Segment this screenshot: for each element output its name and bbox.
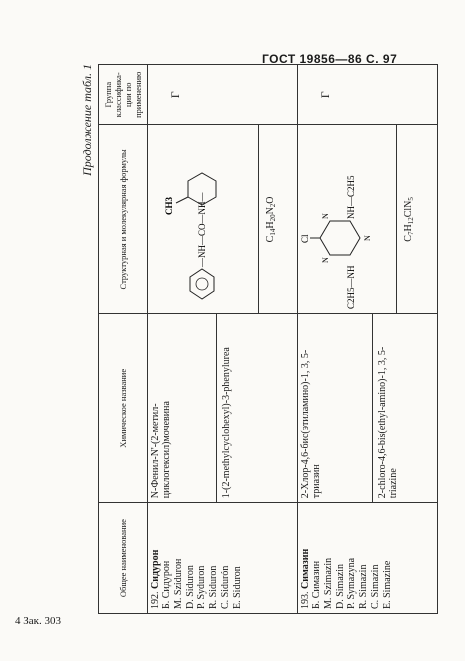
row-number: 192.	[150, 591, 161, 609]
group-cell: Г	[148, 65, 298, 125]
row-title: Сидурон	[150, 549, 161, 589]
synonym: C. Sidurón	[219, 565, 231, 609]
col-group: Группа классифика-ции по применению	[99, 65, 148, 125]
common-name-cell	[298, 503, 438, 614]
synonym: D. Siduron	[184, 565, 196, 609]
chemical-name-en: 1-(2-methylcyclohexyl)-3-phenylurea	[216, 314, 232, 502]
row-title: Симазин	[300, 548, 311, 589]
synonym: P. Syduron	[196, 565, 208, 609]
col-chemical-name: Химическое название	[99, 314, 148, 503]
structure-cell	[148, 125, 298, 314]
chemical-name-ru: N-Фенил-N'-(2-метил-циклогексил)мочевина	[150, 401, 172, 499]
substance-table	[98, 64, 438, 614]
synonym: М. Szidurон	[172, 558, 184, 609]
chemical-name-cell	[148, 314, 298, 503]
synonym: Б. Симазин	[311, 560, 322, 609]
table-header-row	[99, 65, 148, 614]
row-number: 193.	[300, 591, 311, 609]
table-row	[148, 65, 298, 614]
right-substituent: NH—C2H5	[346, 175, 356, 220]
left-substituent: C2H5—NH	[346, 265, 356, 310]
ring-n-label: N	[321, 213, 330, 220]
table-row	[298, 65, 438, 614]
chemical-name-cell	[298, 314, 438, 503]
synonym: D. Simazin	[334, 564, 346, 609]
ring-n-label: N	[363, 235, 372, 242]
synonym: R. Simazin	[358, 564, 370, 609]
synonym: R. Siduron	[208, 565, 220, 609]
chemical-name-ru: 2-Хлор-4,6-бис(этиламино)-1, 3, 5-триазин	[300, 349, 322, 499]
methyl-label: CH3	[164, 197, 174, 216]
synonym: Б. Сидурон	[161, 560, 172, 609]
rotated-table-block	[80, 64, 440, 614]
simazine-structure	[298, 163, 396, 313]
synonym: E. Simazine	[381, 560, 393, 609]
molecular-formula: $C_{14}H_{20}N_2O$	[258, 125, 277, 313]
group-cell: Г	[298, 65, 438, 125]
urea-chain-text: —NH—CO—NH—	[197, 192, 207, 268]
siduron-structure	[148, 163, 258, 313]
synonym: C. Simazin	[369, 564, 381, 609]
continuation-label: Продолжение табл. 1	[80, 64, 94, 176]
synonym-list	[161, 507, 244, 609]
molecular-formula: $C_7H_{12}ClN_5$	[396, 125, 415, 313]
synonym-list	[311, 507, 394, 609]
chlorine-label: Cl	[300, 234, 310, 244]
page-header: ГОСТ 19856—86 С. 97	[262, 52, 398, 66]
chemical-name-en: 2-chloro-4,6-bis(ethyl-amino)-1, 3, 5-triazine	[372, 314, 399, 502]
structure-cell	[298, 125, 438, 314]
common-name-cell	[148, 503, 298, 614]
synonym: E. Siduron	[231, 566, 243, 609]
col-structure: Структурная и молекулярная формулы	[99, 125, 148, 314]
ring-n-label: N	[321, 257, 330, 264]
page-footer: 4 Зак. 303	[15, 615, 61, 627]
synonym: P. Symazyna	[346, 557, 358, 609]
col-common-name: Общее наименование	[99, 503, 148, 614]
synonym: М. Szimazin	[322, 557, 334, 609]
